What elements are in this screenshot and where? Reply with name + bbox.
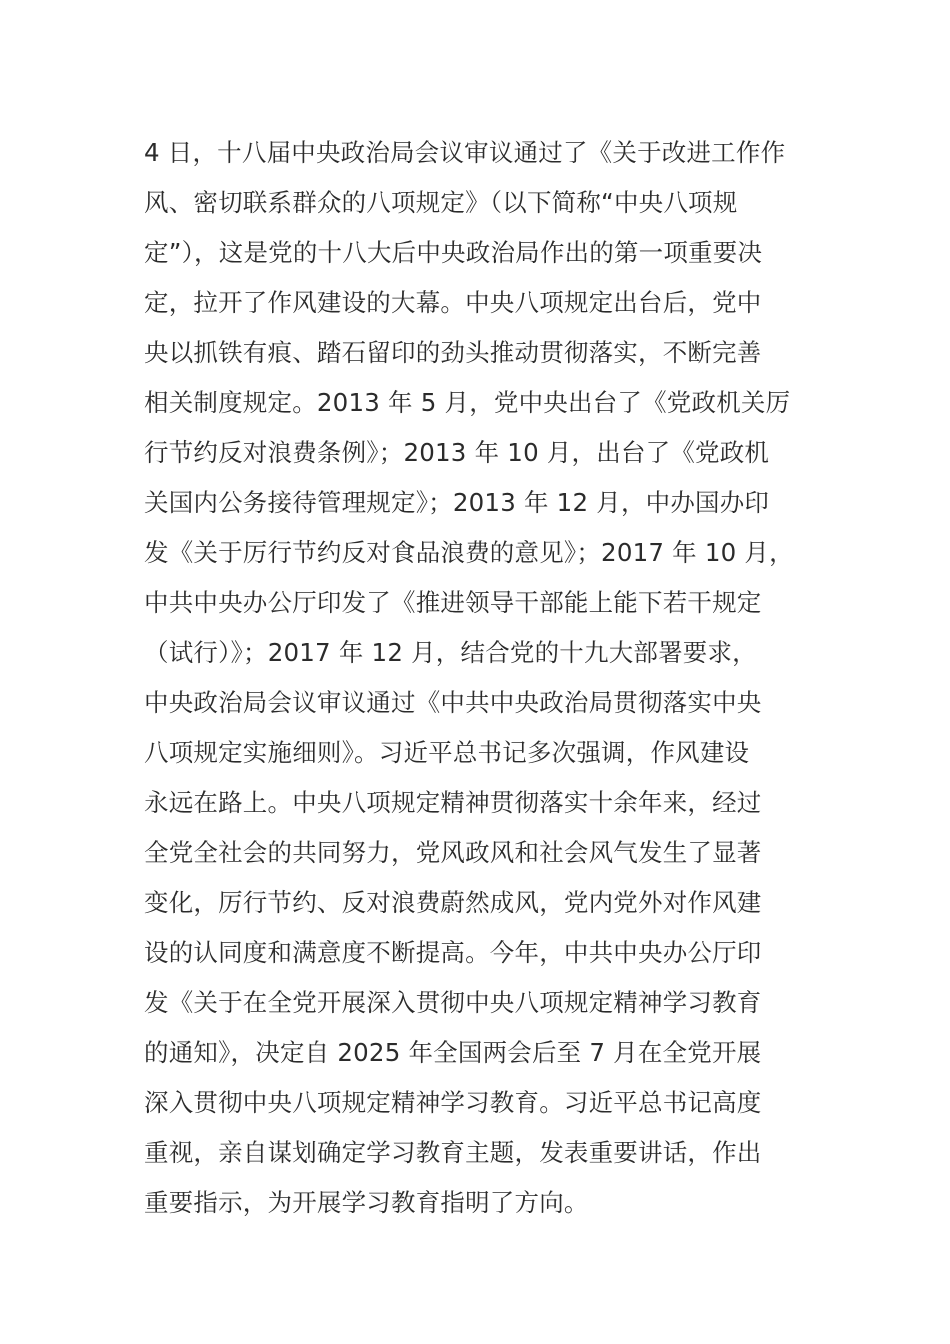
text-line-21: 重视，亲自谋划确定学习教育主题，发表重要讲话，作出 <box>144 1138 762 1167</box>
text-line-1: 4 日，十八届中央政治局会议审议通过了《关于改进工作作 <box>144 138 786 167</box>
text-line-7: 行节约反对浪费条例》；2013 年 10 月，出台了《党政机 <box>144 438 770 467</box>
text-line-3: 定”），这是党的十八大后中央政治局作出的第一项重要决 <box>144 238 763 267</box>
text-line-15: 全党全社会的共同努力，党风政风和社会风气发生了显著 <box>144 838 762 867</box>
text-line-14: 永远在路上。中央八项规定精神贯彻落实十余年来，经过 <box>144 788 762 817</box>
text-line-16: 变化，厉行节约、反对浪费蔚然成风，党内党外对作风建 <box>144 888 762 917</box>
text-line-4: 定，拉开了作风建设的大幕。中央八项规定出台后，党中 <box>144 288 762 317</box>
text-line-18: 发《关于在全党开展深入贯彻中央八项规定精神学习教育 <box>144 988 762 1017</box>
text-line-8: 关国内公务接待管理规定》；2013 年 12 月，中办国办印 <box>144 488 770 517</box>
text-line-2: 风、密切联系群众的八项规定》（以下简称“中央八项规 <box>144 188 738 217</box>
text-line-19: 的通知》，决定自 2025 年全国两会后至 7 月在全党开展 <box>144 1038 762 1067</box>
text-line-17: 设的认同度和满意度不断提高。今年，中共中央办公厅印 <box>144 938 762 967</box>
text-line-9: 发《关于厉行节约反对食品浪费的意见》；2017 年 10 月， <box>144 538 794 567</box>
text-line-11: （试行）》；2017 年 12 月，结合党的十九大部署要求， <box>144 638 757 667</box>
body-paragraph <box>144 128 844 1228</box>
text-line-6: 相关制度规定。2013 年 5 月，党中央出台了《党政机关厉 <box>144 388 791 417</box>
text-line-13: 八项规定实施细则》。习近平总书记多次强调，作风建设 <box>144 738 750 767</box>
text-line-20: 深入贯彻中央八项规定精神学习教育。习近平总书记高度 <box>144 1088 762 1117</box>
text-line-10: 中共中央办公厅印发了《推进领导干部能上能下若干规定 <box>144 588 762 617</box>
text-line-12: 中央政治局会议审议通过《中共中央政治局贯彻落实中央 <box>144 688 762 717</box>
text-line-22: 重要指示，为开展学习教育指明了方向。 <box>144 1188 589 1217</box>
text-line-5: 央以抓铁有痕、踏石留印的劲头推动贯彻落实，不断完善 <box>144 338 762 367</box>
